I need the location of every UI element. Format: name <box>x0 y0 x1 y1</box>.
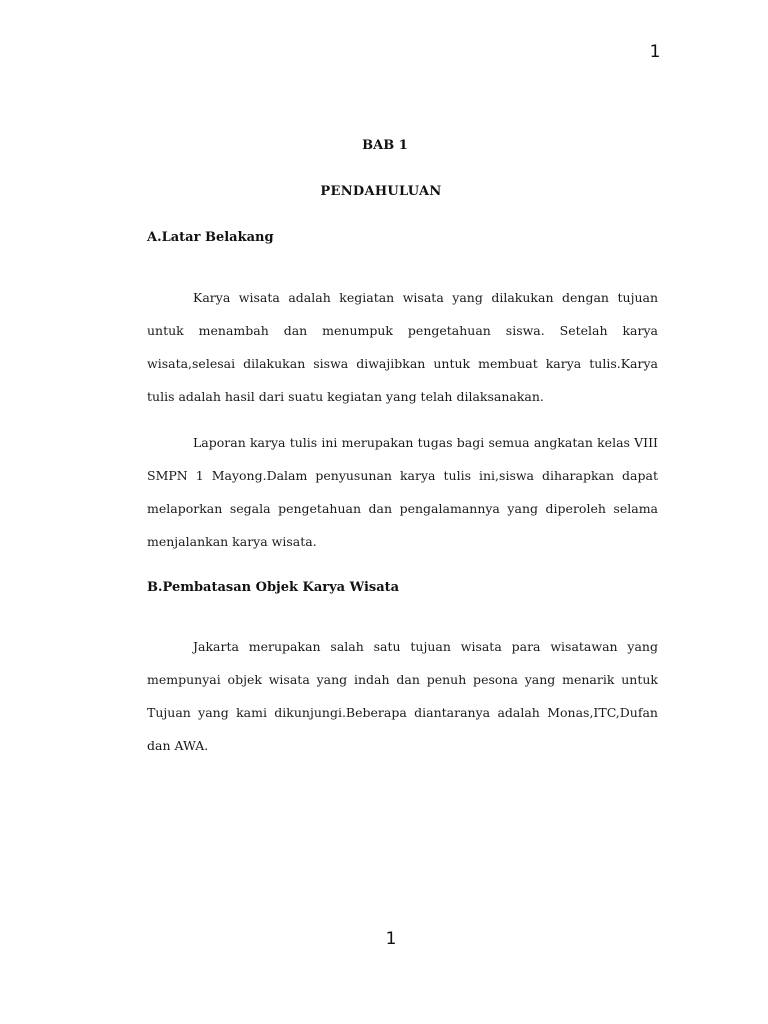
page-number-bottom: 1 <box>385 929 397 949</box>
section-heading-b: B.Pembatasan Objek Karya Wisata <box>147 580 400 595</box>
paragraph: Laporan karya tulis ini merupakan tugas bagi semua angkatan kelas VIII SMPN 1 Mayong.Dalam penyusunan karya tulis ini,siswa diharapkan dapat melaporkan segala pengetahuan dan pengalamannya yang diperoleh selama menjalankan karya wisata. <box>147 435 658 549</box>
chapter-title: PENDAHULUAN <box>320 184 442 199</box>
chapter-number: BAB 1 <box>362 138 408 153</box>
paragraph: Karya wisata adalah kegiatan wisata yang dilakukan dengan tujuan untuk menambah dan menumpuk pengetahuan siswa. Setelah karya wisata,selesai dilakukan siswa diwajibkan untuk membuat karya tulis.Karya tulis adalah hasil dari suatu kegiatan yang telah dilaksanakan. <box>147 290 658 404</box>
page-number-top: 1 <box>649 42 661 62</box>
paragraph: Jakarta merupakan salah satu tujuan wisata para wisatawan yang mempunyai objek wisata yang indah dan penuh pesona yang menarik untuk Tujuan yang kami dikunjungi.Beberapa diantaranya adalah Monas,ITC,Dufan dan AWA. <box>147 639 658 753</box>
section-heading-a: A.Latar Belakang <box>147 230 274 245</box>
